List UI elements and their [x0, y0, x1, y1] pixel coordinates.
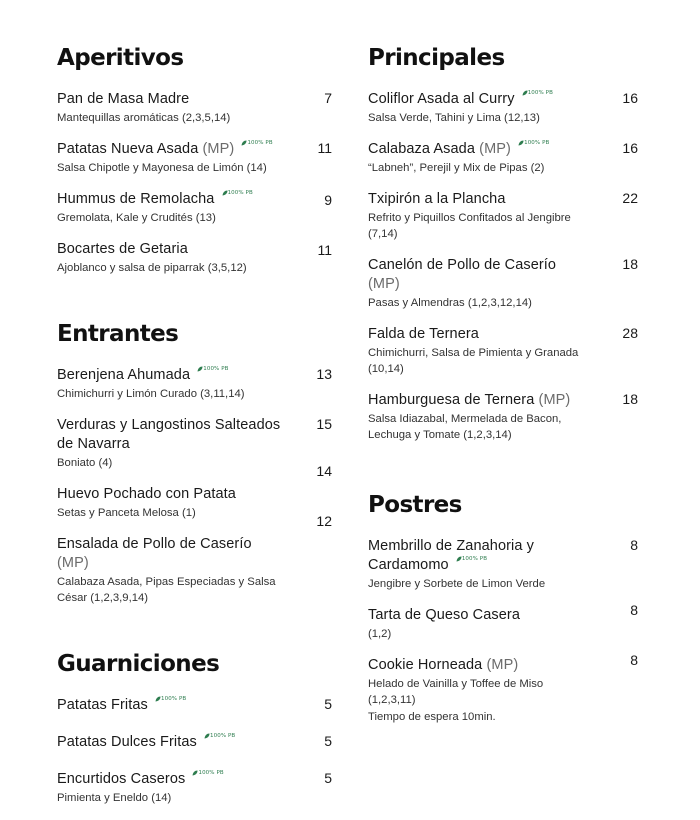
market-price-tag: (MP) — [486, 657, 519, 673]
menu-item-name: Falda de Ternera — [368, 326, 479, 342]
menu-item-price: 18 — [622, 391, 638, 407]
menu-item-name: Calabaza Asada — [368, 141, 476, 157]
menu-item-price: 28 — [622, 325, 638, 341]
menu-item-name: Canelón de Pollo de Caserío — [368, 257, 557, 273]
menu-item-name: Bocartes de Getaria — [57, 241, 188, 257]
menu-item-name: Pan de Masa Madre — [57, 91, 190, 107]
menu-item-price: 15 — [316, 416, 332, 432]
menu-item — [57, 140, 332, 176]
menu-item-price: 8 — [630, 537, 638, 553]
menu-item-price: 9 — [324, 192, 332, 208]
menu-item — [57, 240, 332, 276]
menu-item-description: Pasas y Almendras (1,2,3,12,14) — [368, 297, 532, 309]
menu-item-price: 5 — [324, 696, 332, 712]
menu-item-name-row — [57, 770, 282, 789]
menu-item-name: Patatas Fritas — [57, 697, 148, 713]
menu-item — [368, 256, 638, 311]
menu-item-name: Berenjena Ahumada — [57, 367, 191, 383]
section-title-principales: Principales — [368, 45, 505, 71]
menu-item-price: 12 — [316, 513, 332, 529]
menu-column-right — [368, 44, 638, 739]
market-price-tag: (MP) — [368, 276, 400, 292]
menu-item-name: Ensalada de Pollo de Caserío — [57, 536, 252, 552]
menu-column-left — [57, 44, 332, 820]
plant-based-badge — [197, 365, 228, 373]
menu-item — [368, 652, 638, 725]
badge-text: 100% PB — [227, 190, 253, 196]
section-title-guarniciones: Guarniciones — [57, 651, 220, 677]
menu-item-description: Refrito y Piquillos Confitados al Jengibre (7,14) — [368, 212, 571, 240]
menu-item — [57, 733, 332, 752]
menu-item-note: Tiempo de espera 10min. — [368, 711, 496, 723]
section-postres — [368, 491, 638, 725]
plant-based-badge — [192, 769, 223, 777]
menu-item — [57, 90, 332, 126]
menu-item — [57, 416, 332, 471]
section-entrantes — [57, 320, 332, 606]
menu-item-name-row — [368, 140, 588, 159]
menu-item — [57, 770, 332, 806]
menu-item — [57, 696, 332, 715]
menu-item-name-row — [368, 391, 588, 410]
menu-item-name-row — [368, 256, 588, 294]
menu-item-price: 14 — [316, 463, 332, 479]
menu-item-price: 8 — [630, 602, 638, 618]
menu-item-name: Membrillo de Zanahoria y Cardamomo — [368, 538, 534, 573]
plant-based-badge — [155, 695, 186, 703]
menu-item-name: Patatas Nueva Asada — [57, 141, 199, 157]
menu-item-name: Huevo Pochado con Patata — [57, 486, 236, 502]
menu-item-name: Patatas Dulces Fritas — [57, 734, 197, 750]
badge-text: 100% PB — [247, 140, 273, 146]
menu-item-name: Hummus de Remolacha — [57, 191, 215, 207]
menu-item-description: Boniato (4) — [57, 457, 113, 469]
menu-item-description: Pimienta y Eneldo (14) — [57, 792, 172, 804]
menu-item-name: Coliflor Asada al Curry — [368, 91, 515, 107]
market-price-tag: (MP) — [538, 392, 571, 408]
plant-based-badge — [518, 139, 549, 147]
menu-item — [57, 366, 332, 402]
menu-item-price: 7 — [324, 90, 332, 106]
menu-item-price: 5 — [324, 770, 332, 786]
menu-item — [368, 190, 638, 242]
menu-item-description: “Labneh”, Perejil y Mix de Pipas (2) — [368, 162, 545, 174]
menu-item-name: Encurtidos Caseros — [57, 771, 186, 787]
menu-item-name-row — [57, 140, 282, 159]
section-guarniciones — [57, 650, 332, 806]
section-spacer — [57, 290, 332, 320]
menu-item — [368, 602, 638, 642]
badge-text: 100% PB — [527, 90, 553, 96]
menu-item — [368, 140, 638, 176]
badge-text: 100% PB — [210, 733, 236, 739]
market-price-tag: (MP) — [479, 141, 511, 157]
menu-item-name: Verduras y Langostinos Salteados de Navarra — [57, 417, 281, 452]
menu-item — [368, 391, 638, 443]
menu-item-price: 18 — [622, 256, 638, 272]
plant-based-badge — [222, 189, 253, 197]
menu-item-description: Ajoblanco y salsa de piparrak (3,5,12) — [57, 262, 247, 274]
menu-item-name-row — [368, 537, 588, 575]
menu-item-price: 8 — [630, 652, 638, 668]
menu-item-description: Salsa Chipotle y Mayonesa de Limón (14) — [57, 162, 267, 174]
menu-item-description: Mantequillas aromáticas (2,3,5,14) — [57, 112, 231, 124]
menu-item-description: Salsa Verde, Tahini y Lima (12,13) — [368, 112, 540, 124]
badge-text: 100% PB — [461, 556, 488, 562]
plant-based-badge — [456, 555, 487, 563]
plant-based-badge — [204, 732, 235, 740]
menu-item-description: Setas y Panceta Melosa (1) — [57, 507, 196, 519]
menu-item-description: Calabaza Asada, Pipas Especiadas y Salsa César (1,2,3,9,14) — [57, 576, 276, 604]
section-title-aperitivos: Aperitivos — [57, 45, 184, 71]
badge-text: 100% PB — [198, 770, 224, 776]
section-title-entrantes: Entrantes — [57, 321, 179, 347]
menu-item-price: 5 — [324, 733, 332, 749]
section-aperitivos — [57, 44, 332, 276]
section-spacer — [368, 457, 638, 491]
market-price-tag: (MP) — [202, 141, 235, 157]
menu-item-description: Salsa Idiazabal, Mermelada de Bacon, Lechuga y Tomate (1,2,3,14) — [368, 413, 562, 441]
menu-item-description: Chimichurri, Salsa de Pimienta y Granada (10,14) — [368, 347, 579, 375]
menu-item-price: 13 — [316, 366, 332, 382]
menu-item-price: 11 — [317, 242, 332, 258]
menu-item-name: Hamburguesa de Ternera — [368, 392, 535, 408]
menu-item-name-row — [57, 733, 282, 752]
menu-item-description: Jengibre y Sorbete de Limon Verde — [368, 578, 546, 590]
menu-item-name: Txipirón a la Plancha — [368, 191, 506, 207]
menu-item-name-row — [57, 190, 282, 209]
menu-item-price: 22 — [622, 190, 638, 206]
menu-item — [368, 90, 638, 126]
section-principales — [368, 44, 638, 443]
plant-based-badge — [241, 139, 272, 147]
menu-item-name-row — [368, 656, 588, 675]
section-title-postres: Postres — [368, 492, 462, 518]
plant-based-badge — [522, 89, 553, 97]
menu-item-name-row — [57, 366, 282, 385]
menu-item-price: 16 — [622, 140, 638, 156]
menu-item-description: (1,2) — [368, 628, 392, 640]
menu-item-name-row — [57, 535, 282, 573]
market-price-tag: (MP) — [57, 555, 89, 571]
menu-item-name: Tarta de Queso Casera — [368, 607, 521, 623]
menu-item — [57, 190, 332, 226]
menu-item-description: Gremolata, Kale y Crudités (13) — [57, 212, 216, 224]
menu-item-description: Chimichurri y Limón Curado (3,11,14) — [57, 388, 245, 400]
menu-item — [368, 537, 638, 592]
menu-item-description: Helado de Vainilla y Toffee de Miso (1,2,3,11) — [368, 678, 544, 706]
menu-item-name-row — [57, 696, 282, 715]
menu-item-name: Cookie Horneada — [368, 657, 483, 673]
menu-item-price: 16 — [622, 90, 638, 106]
badge-text: 100% PB — [524, 140, 550, 146]
badge-text: 100% PB — [203, 366, 229, 372]
menu-item-price: 11 — [317, 140, 332, 156]
menu-item-name-row — [368, 90, 588, 109]
badge-text: 100% PB — [161, 696, 187, 702]
menu-item — [368, 325, 638, 377]
section-spacer — [57, 620, 332, 650]
